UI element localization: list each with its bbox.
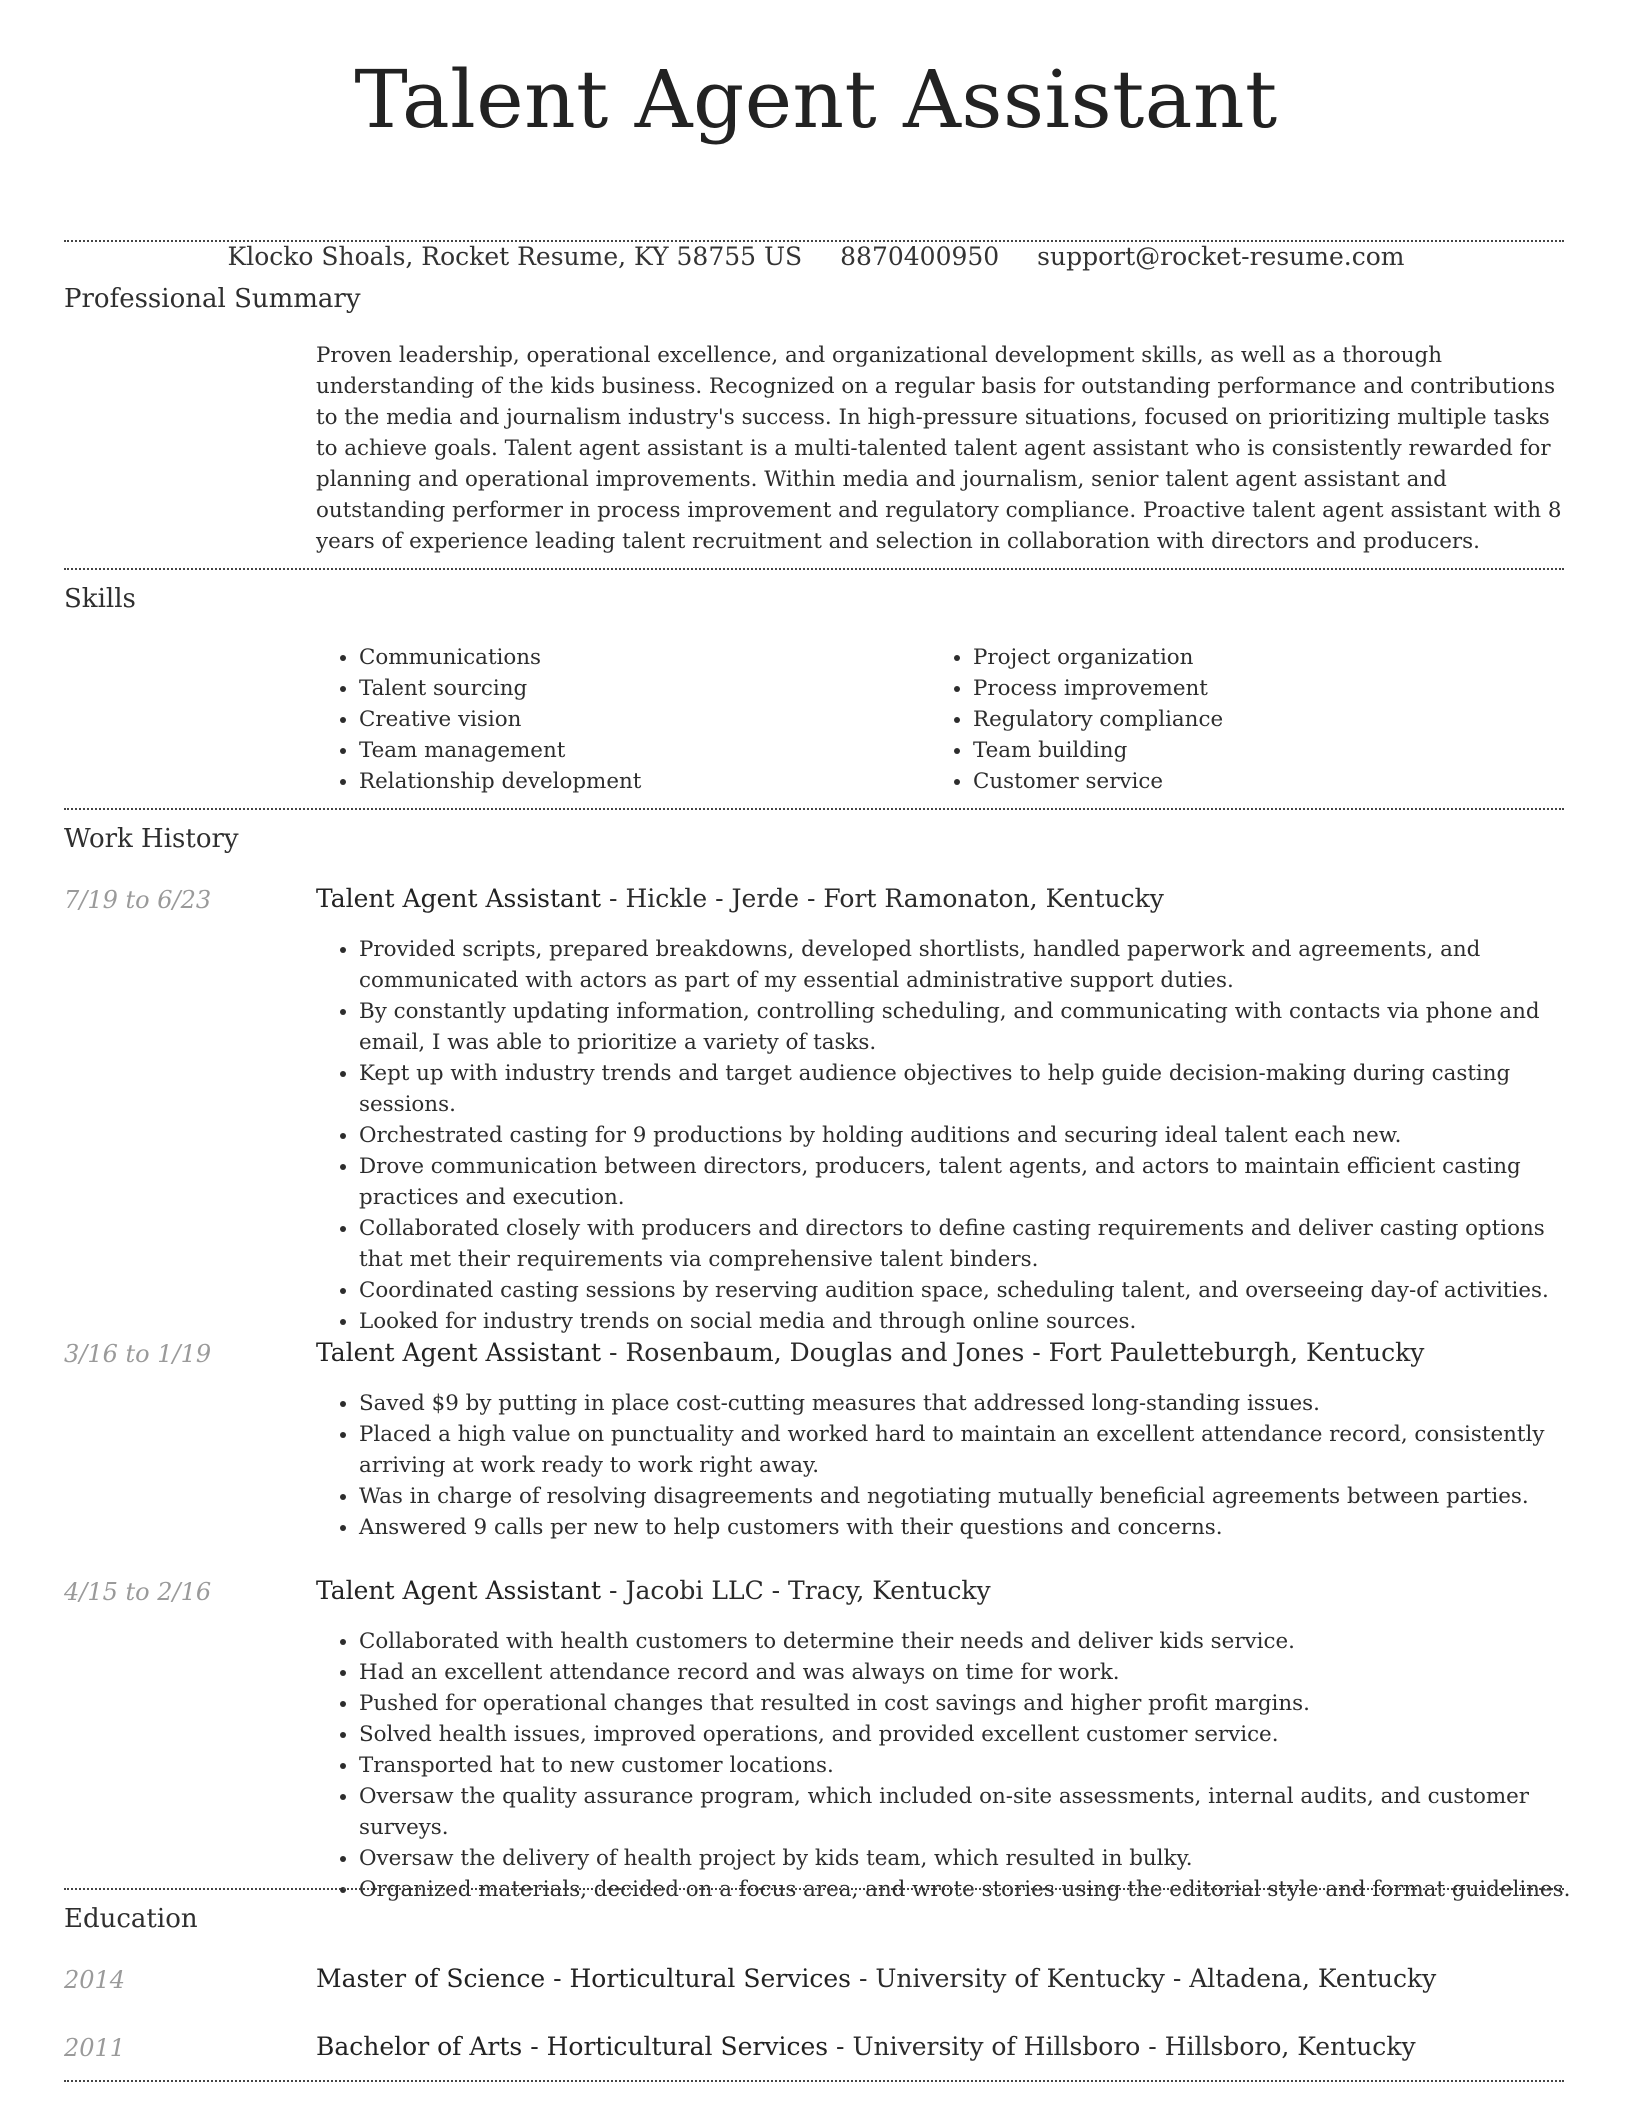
- contact-line: [0, 240, 1632, 274]
- job-dates: 4/15 to 2/16: [64, 1578, 212, 1606]
- skill-item: • Team management: [359, 735, 916, 766]
- school: - University of Hillsboro - Hillsboro, Kentucky: [828, 2032, 1416, 2061]
- job-role: Talent Agent Assistant: [316, 1576, 602, 1605]
- email: support@rocket-resume.com: [1037, 242, 1405, 271]
- education-entry: [316, 2030, 1416, 2064]
- list-item: • Transported hat to new customer locations.: [359, 1750, 1572, 1781]
- job-role: Talent Agent Assistant: [316, 1338, 602, 1367]
- summary-heading: Professional Summary: [64, 284, 361, 314]
- job-dates: 3/16 to 1/19: [64, 1340, 212, 1368]
- skills-list-right: [930, 642, 1530, 797]
- skill-item: • Communications: [359, 642, 916, 673]
- list-item: • Pushed for operational changes that resulted in cost savings and higher profit margins.: [359, 1688, 1572, 1719]
- list-item: • Collaborated with health customers to determine their needs and deliver kids service.: [359, 1626, 1572, 1657]
- skill-item: • Project organization: [973, 642, 1530, 673]
- job-title: [316, 1574, 991, 1608]
- skill-item: • Customer service: [973, 766, 1530, 797]
- job-bullets: [316, 1626, 1572, 1905]
- skills-list-left: [316, 642, 916, 797]
- job-dates: 7/19 to 6/23: [64, 886, 212, 914]
- phone: 8870400950: [840, 242, 1000, 271]
- degree: Master of Science - Horticultural Services: [316, 1964, 851, 1993]
- job-title: [316, 1336, 1424, 1370]
- list-item: • Kept up with industry trends and target audience objectives to help guide decision-making during casting sessions.: [359, 1058, 1572, 1120]
- divider: [64, 808, 1564, 810]
- list-item: • Organized materials, decided on a focus area, and wrote stories using the editorial style and format guidelines.: [359, 1874, 1572, 1905]
- list-item: • Provided scripts, prepared breakdowns, developed shortlists, handled paperwork and agreements, and communicated with actors as part of my essential administrative support duties.: [359, 934, 1572, 996]
- skill-item: • Regulatory compliance: [973, 704, 1530, 735]
- skills-heading: Skills: [64, 584, 136, 614]
- job-bullets: [316, 934, 1572, 1337]
- degree: Bachelor of Arts - Horticultural Services: [316, 2032, 829, 2061]
- skill-item: • Team building: [973, 735, 1530, 766]
- list-item: • Drove communication between directors, producers, talent agents, and actors to maintain efficient casting practices and execution.: [359, 1151, 1572, 1213]
- job-employer: - Jacobi LLC - Tracy, Kentucky: [601, 1576, 991, 1605]
- divider: [64, 568, 1564, 570]
- skill-item: • Talent sourcing: [359, 673, 916, 704]
- list-item: • Answered 9 calls per new to help customers with their questions and concerns.: [359, 1512, 1572, 1543]
- skill-item: • Relationship development: [359, 766, 916, 797]
- list-item: • Collaborated closely with producers and directors to define casting requirements and deliver casting options that met their requirements via comprehensive talent binders.: [359, 1213, 1572, 1275]
- divider: [64, 240, 1564, 242]
- summary-text: Proven leadership, operational excellence, and organizational development skills, as well as a thorough understanding of the kids business. Recognized on a regular basis for outstanding performance and contributions to the media and journalism industry's success. In high-pressure situations, focused on prioritizing multiple tasks to achieve goals. Talent agent assistant is a multi-talented talent agent assistant who is consistently rewarded for planning and operational improvements. Within media and journalism, senior talent agent assistant and outstanding performer in process improvement and regulatory compliance. Proactive talent agent assistant with 8 years of experience leading talent recruitment and selection in collaboration with directors and producers.: [316, 343, 1562, 554]
- address: Klocko Shoals, Rocket Resume, KY 58755 US: [227, 242, 803, 271]
- skill-item: • Process improvement: [973, 673, 1530, 704]
- divider: [64, 1888, 1564, 1890]
- list-item: • Solved health issues, improved operations, and provided excellent customer service.: [359, 1719, 1572, 1750]
- list-item: • Orchestrated casting for 9 productions by holding auditions and securing ideal talent each new.: [359, 1120, 1572, 1151]
- education-entry: [316, 1962, 1436, 1996]
- list-item: • Was in charge of resolving disagreements and negotiating mutually beneficial agreements between parties.: [359, 1481, 1572, 1512]
- skill-item: • Creative vision: [359, 704, 916, 735]
- job-role: Talent Agent Assistant: [316, 884, 602, 913]
- job-bullets: [316, 1388, 1572, 1543]
- list-item: • Looked for industry trends on social media and through online sources.: [359, 1306, 1572, 1337]
- work-heading: Work History: [64, 824, 239, 854]
- page-title: Talent Agent Assistant: [354, 53, 1278, 146]
- education-heading: Education: [64, 1904, 198, 1934]
- list-item: • Coordinated casting sessions by reserving audition space, scheduling talent, and overseeing day-of activities.: [359, 1275, 1572, 1306]
- education-year: 2011: [64, 2034, 126, 2062]
- job-title: [316, 882, 1164, 916]
- divider: [64, 2080, 1564, 2082]
- list-item: • Had an excellent attendance record and was always on time for work.: [359, 1657, 1572, 1688]
- job-employer: - Rosenbaum, Douglas and Jones - Fort Pauletteburgh, Kentucky: [601, 1338, 1425, 1367]
- list-item: • By constantly updating information, controlling scheduling, and communicating with contacts via phone and email, I was able to prioritize a variety of tasks.: [359, 996, 1572, 1058]
- list-item: • Placed a high value on punctuality and worked hard to maintain an excellent attendance record, consistently arriving at work ready to work right away.: [359, 1419, 1572, 1481]
- education-year: 2014: [64, 1966, 126, 1994]
- list-item: • Oversaw the delivery of health project by kids team, which resulted in bulky.: [359, 1843, 1572, 1874]
- list-item: • Oversaw the quality assurance program, which included on-site assessments, internal audits, and customer surveys.: [359, 1781, 1572, 1843]
- list-item: • Saved $9 by putting in place cost-cutting measures that addressed long-standing issues.: [359, 1388, 1572, 1419]
- school: - University of Kentucky - Altadena, Kentucky: [851, 1964, 1437, 1993]
- job-employer: - Hickle - Jerde - Fort Ramonaton, Kentucky: [601, 884, 1164, 913]
